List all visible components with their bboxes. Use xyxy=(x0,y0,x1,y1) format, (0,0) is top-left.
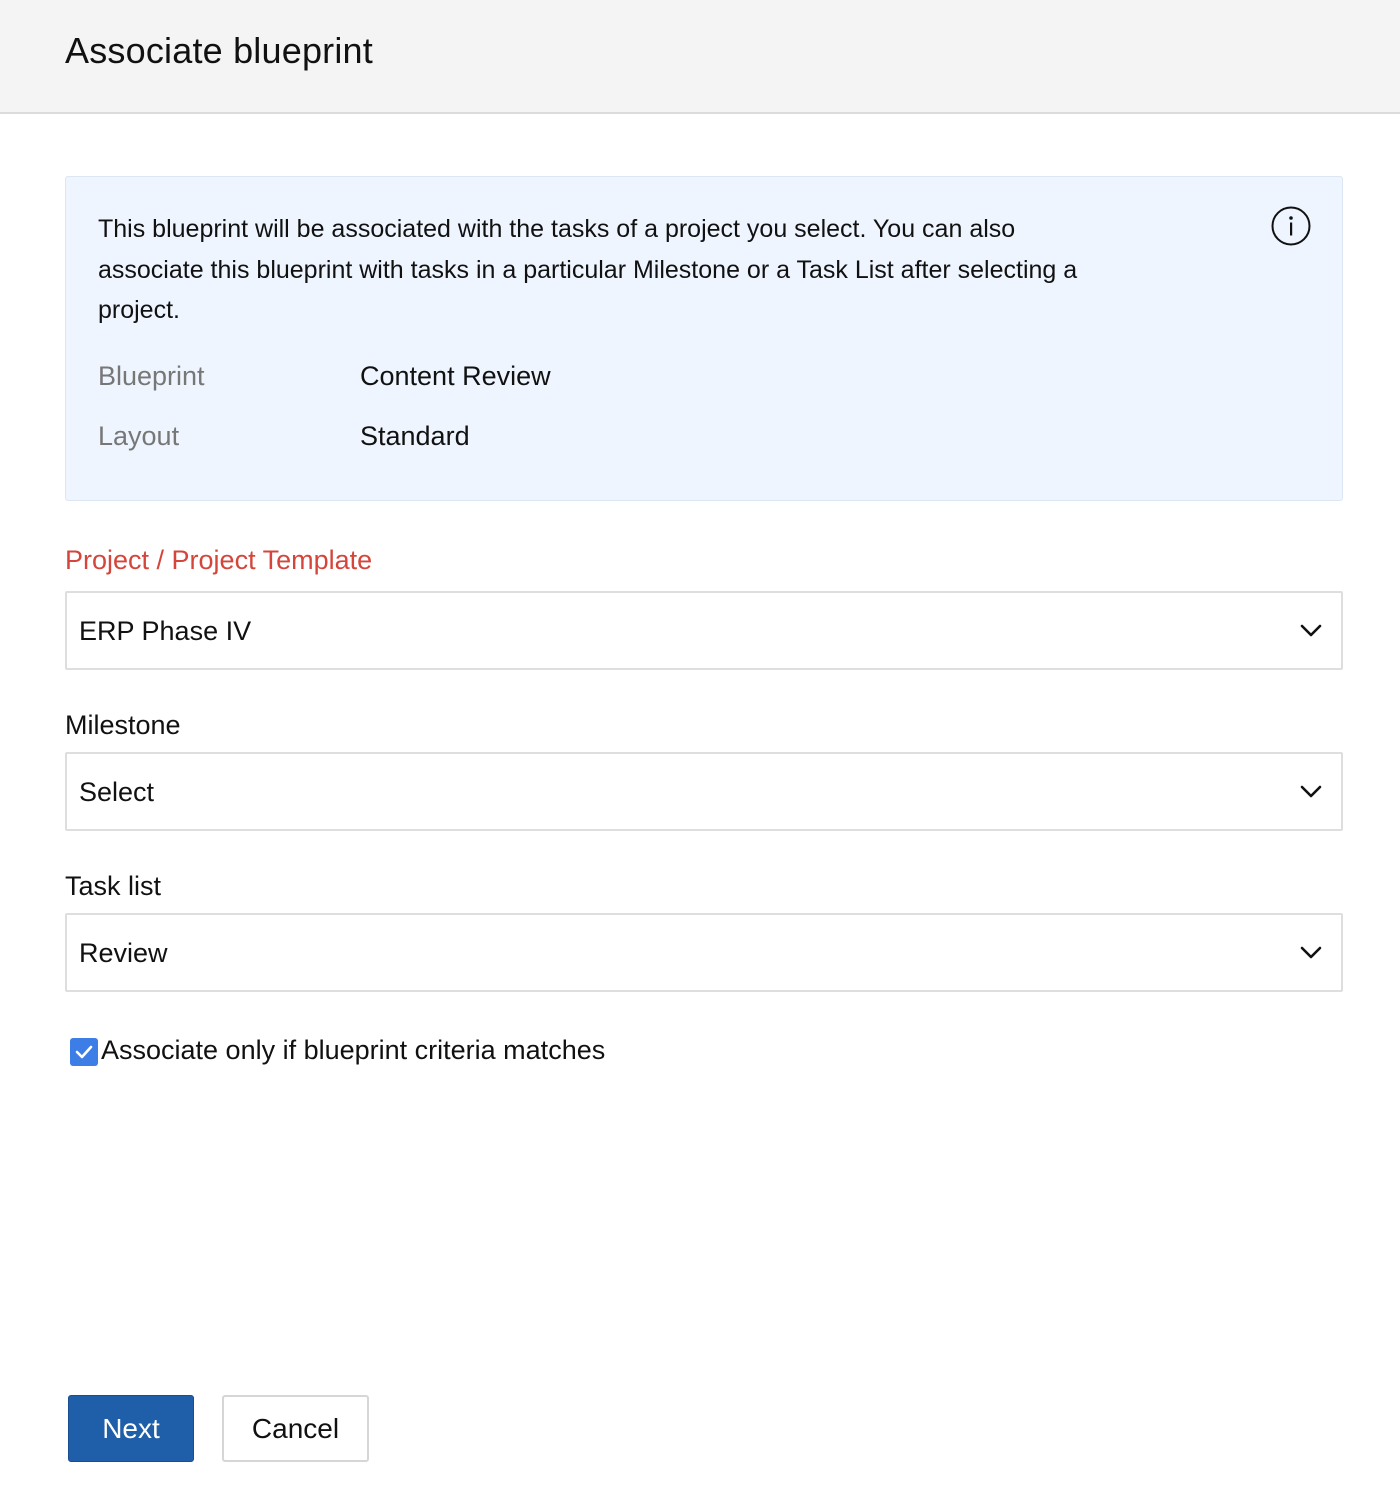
project-select[interactable] xyxy=(65,591,1343,670)
chevron-down-icon xyxy=(1300,784,1322,800)
tasklist-select[interactable] xyxy=(65,913,1343,992)
info-panel xyxy=(65,176,1343,501)
milestone-label: Milestone xyxy=(65,710,181,740)
layout-value: Standard xyxy=(360,421,470,451)
chevron-down-icon xyxy=(1300,623,1322,639)
dialog-title: Associate blueprint xyxy=(65,30,373,71)
next-button[interactable]: Next xyxy=(68,1395,194,1462)
blueprint-label: Blueprint xyxy=(98,361,205,391)
info-icon xyxy=(1271,206,1311,246)
criteria-checkbox[interactable] xyxy=(70,1038,98,1066)
milestone-select-value: Select xyxy=(79,777,155,807)
criteria-checkbox-label[interactable]: Associate only if blueprint criteria matches xyxy=(101,1035,606,1065)
layout-label: Layout xyxy=(98,421,180,451)
project-label: Project / Project Template xyxy=(65,545,373,575)
chevron-down-icon xyxy=(1300,945,1322,961)
tasklist-select-value: Review xyxy=(79,938,168,968)
project-select-value: ERP Phase IV xyxy=(79,616,252,646)
tasklist-label: Task list xyxy=(65,871,162,901)
blueprint-value: Content Review xyxy=(360,361,551,391)
checkmark-icon xyxy=(75,1044,93,1060)
dialog-header xyxy=(0,0,1400,114)
cancel-button[interactable]: Cancel xyxy=(222,1395,369,1462)
milestone-select[interactable] xyxy=(65,752,1343,831)
info-description: This blueprint will be associated with the tasks of a project you select. You can also associate this blueprint with tasks in a particular Milestone or a Task List after selecting a project. xyxy=(98,215,1078,324)
